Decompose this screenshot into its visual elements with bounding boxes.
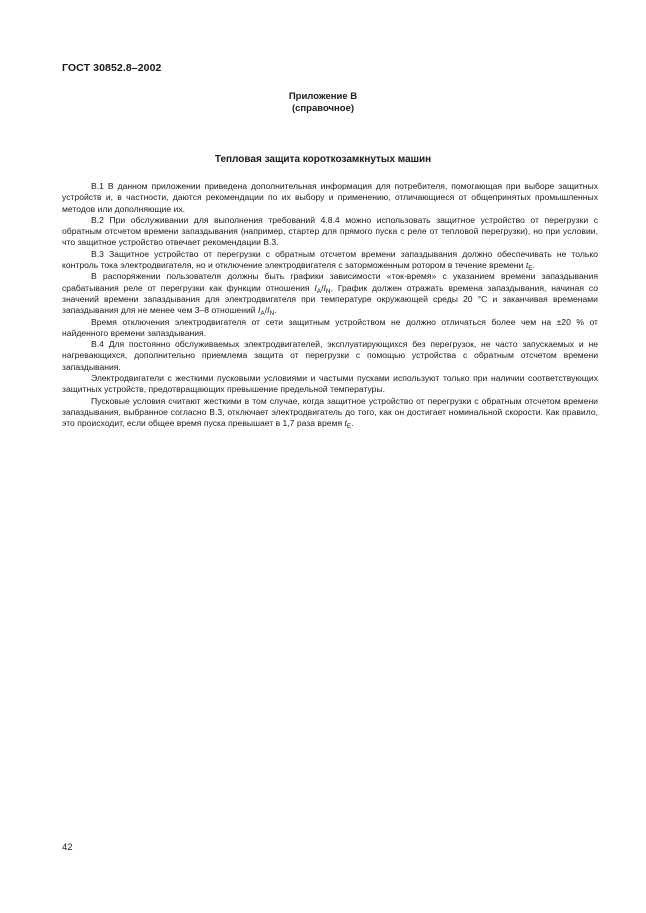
paragraph-b3-tolerance: Время отключения электродвигателя от сети защитным устройством не должно отличаться более чем на ±20 % от найденного времени запаздывания. [62, 316, 598, 338]
paragraph-b4: В.4 Для постоянно обслуживаемых электродвигателей, эксплуатирующихся без перегрузок, не часто запускаемых и не нагревающихся, дополнительно приемлема защита от перегрузки с помощью устройства с обратным отсчетом времени запаздывания. [62, 339, 598, 372]
appendix-subtitle: (справочное) [291, 103, 355, 114]
paragraph-b4-heavy-start: Электродвигатели с жесткими пусковыми условиями и частыми пусками используют только при наличии соответствующих защитных устройств, предотвращающих превышение предельной температуры. [62, 373, 598, 395]
paragraph-b3: В.3 Защитное устройство от перегрузки с обратным отсчетом времени запаздывания должно обеспечивать не только контроль тока электродвигателя, но и отключение электродвигателя с заторможенным ротором в течение времени $t_E$. [62, 248, 598, 273]
body-text [62, 181, 598, 430]
time-subscript: E [528, 265, 533, 273]
paragraph-b4-start-conditions: Пусковые условия считают жесткими в том случае, когда защитное устройство от перегрузки с обратным отсчетом времени запаздывания, выбранное согласно В.3, отключает электродвигатель до того, как он достигает номинальной скорости. Как правило, это происходит, если общее время пуска превышает в 1,7 раза время $t_E$. [62, 395, 598, 431]
document-header: ГОСТ 30852.8–2002 [62, 62, 162, 74]
page-number: 42 [62, 842, 73, 853]
section-title: Тепловая защита короткозамкнутых машин [214, 154, 432, 165]
appendix-title: Приложение В [288, 91, 358, 102]
paragraph-b2: В.2 При обслуживании для выполнения требований 4.8.4 можно использовать защитное устройство от перегрузки с обратным отсчетом времени запаздывания (например, стартер для прямого пуска с реле от тепловой перегрузки), но при условии, что защитное устройство отвечает рекомендации В.3. [62, 214, 598, 248]
paragraph-b3-graphs: В распоряжении пользователя должны быть графики зависимости «ток-время» с указанием времени запаздывания срабатывания реле от перегрузки как функции отношения $I_A/I_N$. График должен отражать времена запаздывания, начиная со значений времени запаздывания для электродвигателя при температуре окружающей среды 20 °С и заканчивая временами запаздывания для не менее чем 3–8 отношений $I_A/I_N$. [62, 271, 598, 318]
time-variable: t [525, 260, 529, 271]
paragraph-b1: В.1 В данном приложении приведена дополнительная информация для потребителя, помогающая при выборе защитных устройств и, в частности, даются рекомендации по их выбору и применению, отличающиеся от общепринятых промышленных методов или дополняющие их. [62, 181, 598, 214]
